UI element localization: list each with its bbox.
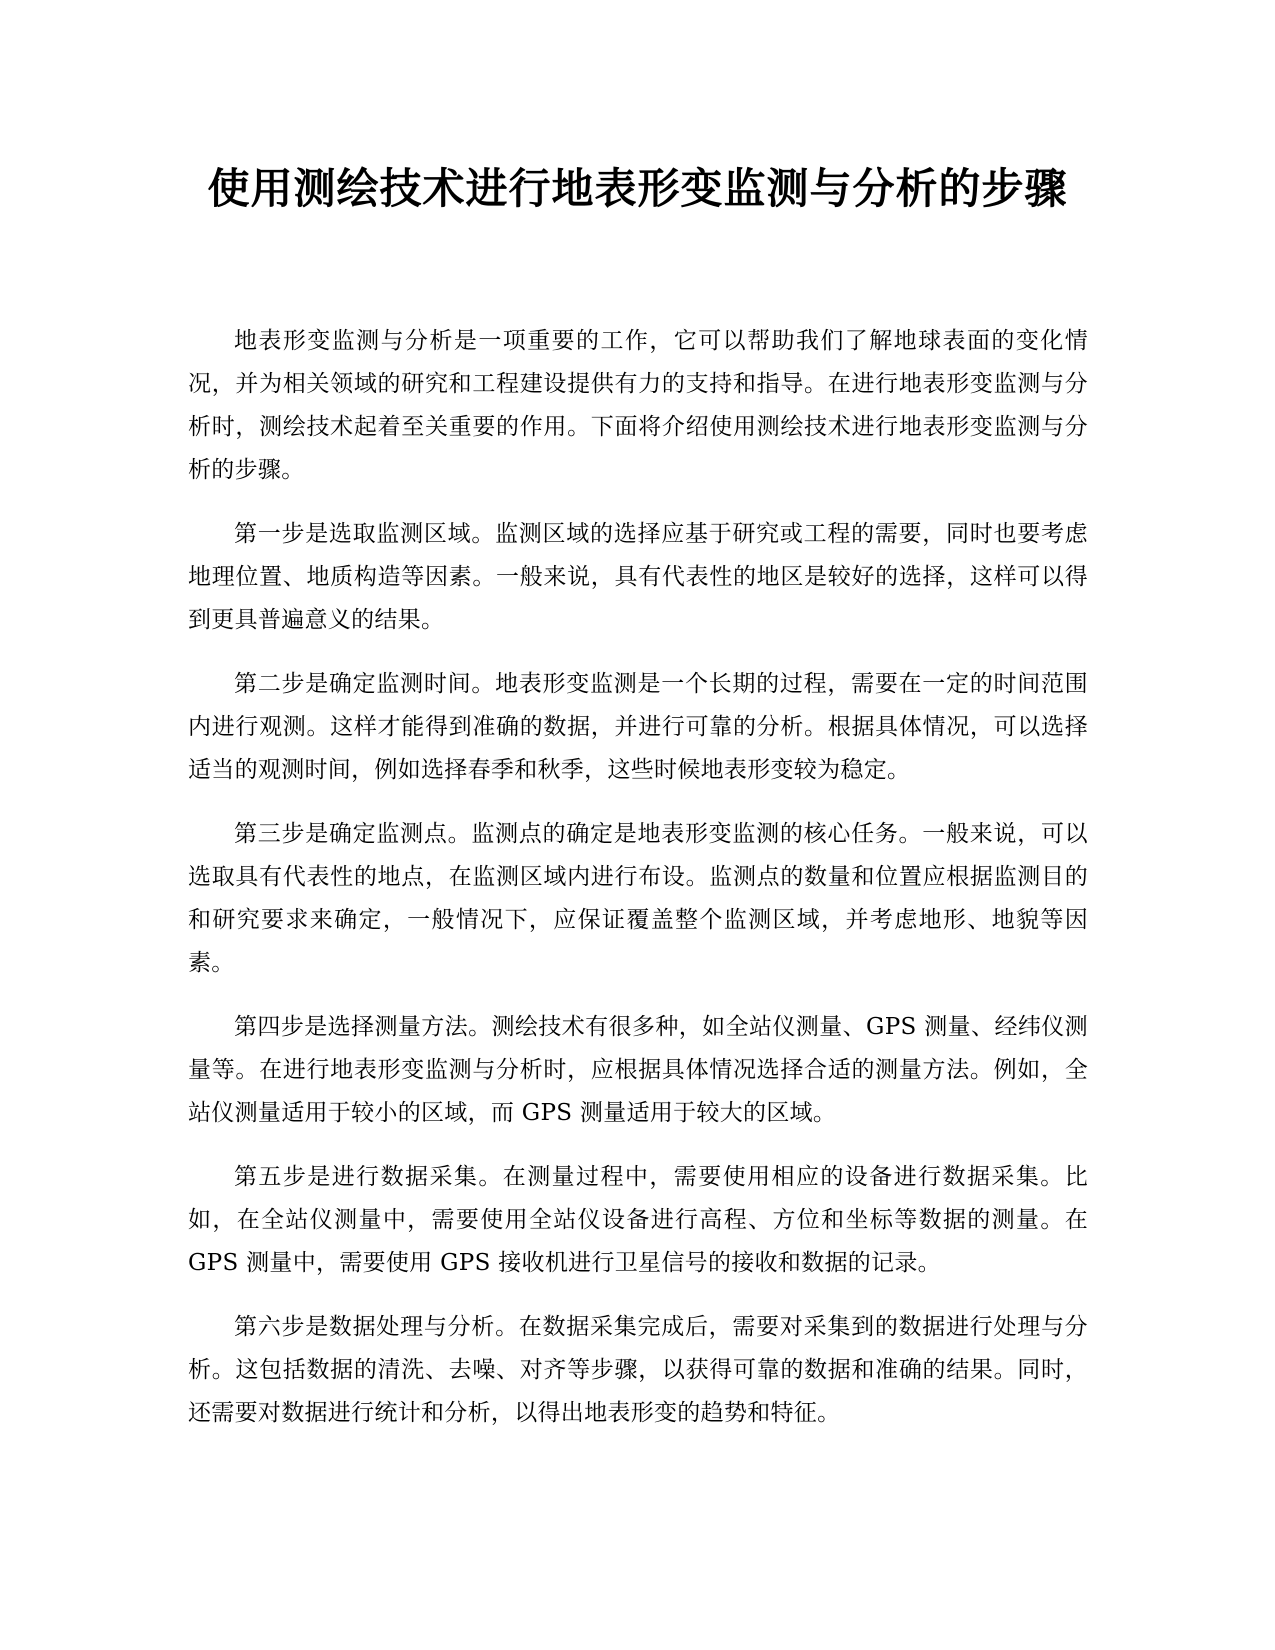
paragraph-step-4: 第四步是选择测量方法。测绘技术有很多种，如全站仪测量、GPS 测量、经纬仪测量等。在进行地表形变监测与分析时，应根据具体情况选择合适的测量方法。例如，全站仪测量适用于较小的区域，而 GPS 测量适用于较大的区域。 — [188, 1014, 1088, 1126]
document-body — [188, 320, 1088, 1456]
paragraph-step-6: 第六步是数据处理与分析。在数据采集完成后，需要对采集到的数据进行处理与分析。这包括数据的清洗、去噪、对齐等步骤，以获得可靠的数据和准确的结果。同时，还需要对数据进行统计和分析，以得出地表形变的趋势和特征。 — [188, 1314, 1088, 1426]
paragraph-intro: 地表形变监测与分析是一项重要的工作，它可以帮助我们了解地球表面的变化情况，并为相关领域的研究和工程建设提供有力的支持和指导。在进行地表形变监测与分析时，测绘技术起着至关重要的作用。下面将介绍使用测绘技术进行地表形变监测与分析的步骤。 — [188, 328, 1088, 483]
paragraph-step-1: 第一步是选取监测区域。监测区域的选择应基于研究或工程的需要，同时也要考虑地理位置、地质构造等因素。一般来说，具有代表性的地区是较好的选择，这样可以得到更具普遍意义的结果。 — [188, 521, 1088, 633]
paragraph-step-5: 第五步是进行数据采集。在测量过程中，需要使用相应的设备进行数据采集。比如，在全站仪测量中，需要使用全站仪设备进行高程、方位和坐标等数据的测量。在 GPS 测量中，需要使用 GPS 接收机进行卫星信号的接收和数据的记录。 — [188, 1164, 1088, 1276]
paragraph-step-3: 第三步是确定监测点。监测点的确定是地表形变监测的核心任务。一般来说，可以选取具有代表性的地点，在监测区域内进行布设。监测点的数量和位置应根据监测目的和研究要求来确定，一般情况下，应保证覆盖整个监测区域，并考虑地形、地貌等因素。 — [188, 821, 1088, 976]
document-title: 使用测绘技术进行地表形变监测与分析的步骤 — [207, 164, 1068, 213]
paragraph-step-2: 第二步是确定监测时间。地表形变监测是一个长期的过程，需要在一定的时间范围内进行观测。这样才能得到准确的数据，并进行可靠的分析。根据具体情况，可以选择适当的观测时间，例如选择春季和秋季，这些时候地表形变较为稳定。 — [188, 671, 1088, 783]
